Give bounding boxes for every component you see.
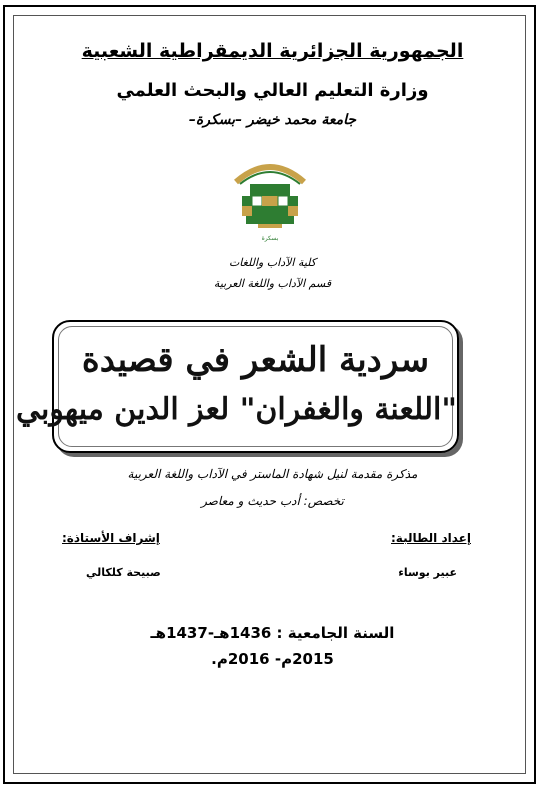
specialty: تخصص: أدب حديث و معاصر: [201, 494, 344, 508]
student-name: عبير بوساء: [398, 566, 457, 579]
university-logo: [228, 152, 312, 244]
supervisor-name: صبيحة كلكالي: [86, 566, 161, 579]
academic-year-gregorian: 2015م- 2016م.: [211, 650, 334, 668]
logo-caption: بسكرة: [261, 235, 279, 242]
prepared-by-label: إعداد الطالبة:: [391, 531, 471, 545]
thesis-title-line2: "اللعنة والغفران" لعز الدين ميهوبي: [16, 392, 457, 427]
academic-year-hijri: السنة الجامعية : 1436هـ-1437هـ: [150, 624, 395, 642]
thesis-title-box: [16, 320, 459, 453]
supervisor-label: إشراف الأستاذة:: [62, 531, 160, 545]
ministry-heading: وزارة التعليم العالي والبحث العلمي: [116, 80, 429, 101]
department-name: قسم الآداب واللغة العربية: [213, 277, 332, 290]
republic-heading: الجمهورية الجزائرية الديمقراطية الشعبية: [81, 40, 464, 62]
thesis-title-line1: سردية الشعر في قصيدة: [81, 340, 430, 380]
faculty-name: كلية الآداب واللغات: [228, 256, 317, 269]
memo-description: مذكرة مقدمة لنيل شهادة الماستر في الآداب واللغة العربية: [127, 467, 418, 481]
university-heading: جامعة محمد خيضر –بسكرة–: [188, 112, 357, 128]
